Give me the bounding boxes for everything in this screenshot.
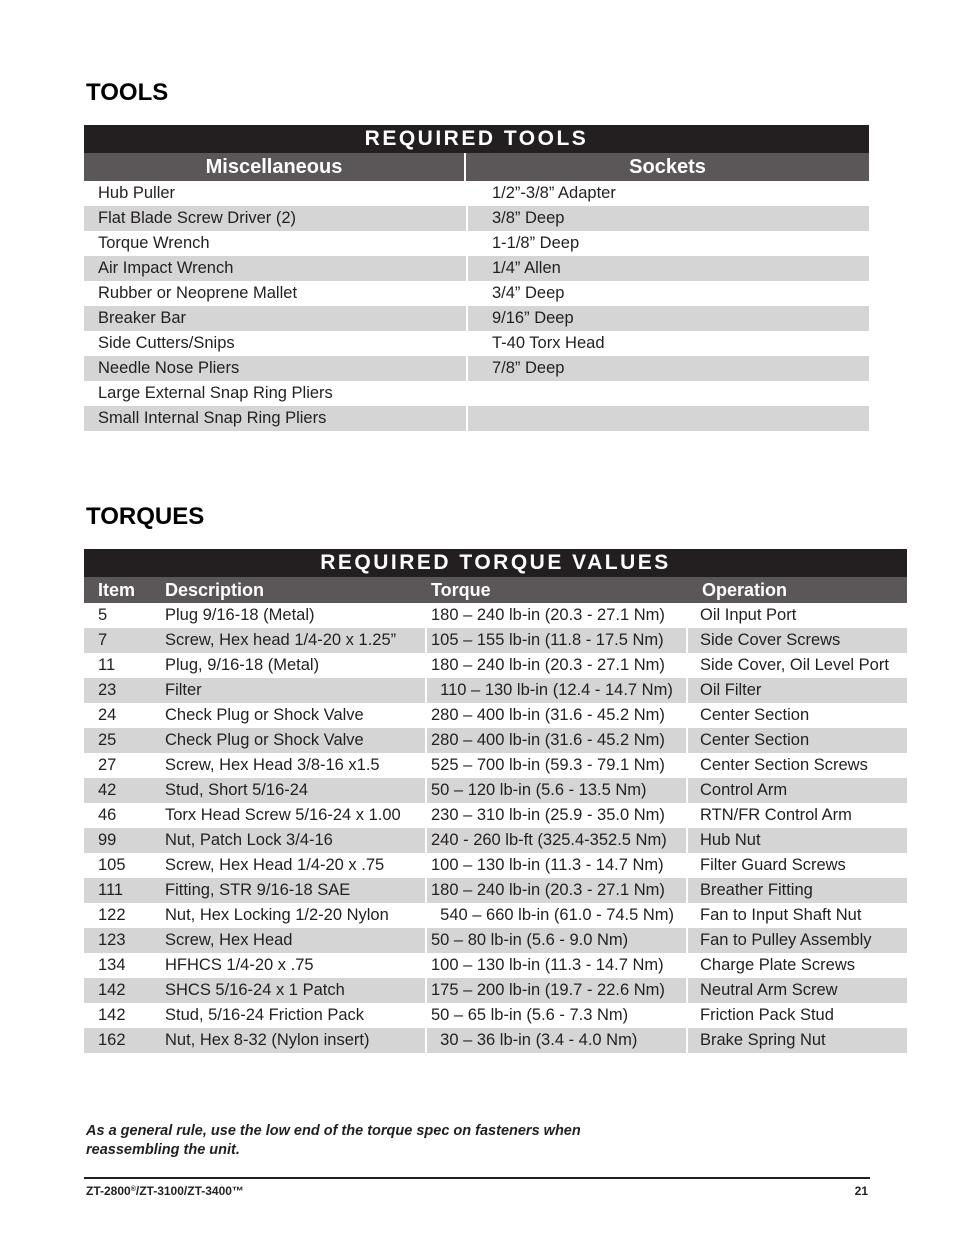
operation-cell: Neutral Arm Screw	[688, 978, 907, 1003]
registered-mark: ®	[130, 1186, 136, 1193]
torque-cell: 105 – 155 lb-in (11.8 - 17.5 Nm)	[425, 628, 688, 653]
operation-cell: Brake Spring Nut	[688, 1028, 907, 1053]
table-row	[84, 878, 907, 903]
torque-cell: 30 – 36 lb-in (3.4 - 4.0 Nm)	[425, 1028, 688, 1053]
sockets-column-header: Sockets	[629, 156, 706, 178]
item-cell: 142	[98, 1006, 126, 1024]
sockets-cell: 9/16” Deep	[468, 306, 869, 331]
item-cell: 122	[98, 906, 126, 924]
miscellaneous-cell: Breaker Bar	[84, 306, 468, 331]
sockets-cell: 1/4” Allen	[468, 256, 869, 281]
tools-body	[84, 181, 869, 431]
item-cell: 111	[84, 878, 165, 903]
item-cell: 46	[98, 806, 117, 824]
table-row	[84, 978, 907, 1003]
torque-cell: 525 – 700 lb-in (59.3 - 79.1 Nm)	[425, 753, 688, 778]
operation-cell: Hub Nut	[688, 828, 907, 853]
table-row	[84, 853, 907, 878]
table-row	[84, 828, 907, 853]
torque-cell: 100 – 130 lb-in (11.3 - 14.7 Nm)	[425, 853, 688, 878]
item-cell: 25	[84, 728, 165, 753]
item-cell: 123	[84, 928, 165, 953]
description-cell: Nut, Hex 8-32 (Nylon insert)	[165, 1028, 425, 1053]
torque-cell: 50 – 80 lb-in (5.6 - 9.0 Nm)	[425, 928, 688, 953]
operation-cell: Filter Guard Screws	[700, 856, 846, 874]
torque-header-row	[84, 577, 907, 603]
description-cell: HFHCS 1/4-20 x .75	[165, 956, 314, 974]
description-cell: Plug 9/16-18 (Metal)	[165, 606, 315, 624]
description-cell: Nut, Hex Locking 1/2-20 Nylon	[165, 906, 389, 924]
description-cell: Check Plug or Shock Valve	[165, 728, 425, 753]
operation-cell: RTN/FR Control Arm	[700, 806, 852, 824]
sockets-cell: 1-1/8” Deep	[492, 234, 580, 252]
table-row	[84, 803, 907, 828]
description-cell: Screw, Hex head 1/4-20 x 1.25”	[165, 628, 425, 653]
torque-cell: 540 – 660 lb-in (61.0 - 74.5 Nm)	[425, 903, 688, 928]
operation-cell: Oil Input Port	[700, 606, 797, 624]
miscellaneous-cell: Air Impact Wrench	[84, 256, 468, 281]
operation-cell: Fan to Pulley Assembly	[688, 928, 907, 953]
torque-cell: 50 – 120 lb-in (5.6 - 13.5 Nm)	[425, 778, 688, 803]
table-row	[84, 903, 907, 928]
general-rule-note	[86, 1122, 646, 1160]
description-cell: SHCS 5/16-24 x 1 Patch	[165, 978, 425, 1003]
table-row	[84, 678, 907, 703]
item-cell: 27	[98, 756, 117, 774]
item-cell: 134	[98, 956, 126, 974]
operation-cell: Center Section	[700, 706, 810, 724]
note-line-2: reassembling the unit.	[86, 1142, 240, 1158]
table-row	[84, 331, 869, 356]
description-cell: Filter	[165, 678, 425, 703]
item-cell: 105	[98, 856, 126, 874]
table-row	[84, 603, 907, 628]
required-torque-values-table	[84, 549, 907, 1053]
table-row	[84, 753, 907, 778]
operation-cell: Fan to Input Shaft Nut	[700, 906, 862, 924]
torque-cell: 180 – 240 lb-in (20.3 - 27.1 Nm)	[425, 603, 688, 628]
description-cell: Screw, Hex Head 1/4-20 x .75	[165, 856, 385, 874]
description-cell: Torx Head Screw 5/16-24 x 1.00	[165, 806, 401, 824]
item-cell: 162	[84, 1028, 165, 1053]
torque-cell: 230 – 310 lb-in (25.9 - 35.0 Nm)	[425, 803, 688, 828]
description-cell: Stud, Short 5/16-24	[165, 778, 425, 803]
description-column-header: Description	[165, 580, 265, 600]
description-cell: Nut, Patch Lock 3/4-16	[165, 828, 425, 853]
table-row	[84, 231, 869, 256]
miscellaneous-cell: Flat Blade Screw Driver (2)	[84, 206, 468, 231]
torque-column-header: Torque	[431, 580, 491, 600]
torque-cell: 280 – 400 lb-in (31.6 - 45.2 Nm)	[425, 728, 688, 753]
torques-heading: TORQUES	[86, 503, 205, 530]
table-row	[84, 953, 907, 978]
miscellaneous-cell: Hub Puller	[84, 181, 468, 206]
sockets-cell: 1/2”-3/8” Adapter	[492, 184, 616, 202]
required-tools-title: REQUIRED TOOLS	[84, 125, 869, 153]
operation-cell: Side Cover, Oil Level Port	[700, 656, 889, 674]
sockets-cell	[468, 381, 869, 406]
item-cell: 11	[98, 656, 116, 674]
item-cell: 5	[98, 606, 108, 624]
description-cell: Plug, 9/16-18 (Metal)	[165, 656, 320, 674]
sockets-cell: 3/8” Deep	[468, 206, 869, 231]
operation-column-header: Operation	[702, 580, 788, 600]
torque-cell: 180 – 240 lb-in (20.3 - 27.1 Nm)	[425, 878, 688, 903]
table-row	[84, 356, 869, 381]
tools-header-row	[84, 153, 869, 181]
table-row	[84, 778, 907, 803]
sockets-cell: 3/4” Deep	[492, 284, 565, 302]
tools-heading: TOOLS	[86, 79, 169, 106]
sockets-cell: 7/8” Deep	[468, 356, 869, 381]
table-row	[84, 406, 869, 431]
footer-model-numbers	[86, 1184, 244, 1198]
table-row	[84, 728, 907, 753]
description-cell: Check Plug or Shock Valve	[165, 706, 364, 724]
operation-cell: Charge Plate Screws	[700, 956, 855, 974]
table-row	[84, 181, 869, 206]
torque-cell: 175 – 200 lb-in (19.7 - 22.6 Nm)	[425, 978, 688, 1003]
description-cell: Screw, Hex Head	[165, 928, 425, 953]
description-cell: Stud, 5/16-24 Friction Pack	[165, 1006, 365, 1024]
torque-cell: 50 – 65 lb-in (5.6 - 7.3 Nm)	[425, 1003, 688, 1028]
note-line-1: As a general rule, use the low end of the torque spec on fasteners when	[86, 1123, 581, 1139]
torque-cell: 110 – 130 lb-in (12.4 - 14.7 Nm)	[425, 678, 688, 703]
item-cell: 42	[84, 778, 165, 803]
description-cell: Screw, Hex Head 3/8-16 x1.5	[165, 756, 380, 774]
item-cell: 24	[98, 706, 117, 724]
miscellaneous-cell: Torque Wrench	[84, 231, 468, 256]
table-row	[84, 703, 907, 728]
table-row	[84, 928, 907, 953]
item-cell: 142	[84, 978, 165, 1003]
table-row	[84, 381, 869, 406]
table-row	[84, 206, 869, 231]
sockets-cell	[468, 406, 869, 431]
description-cell: Fitting, STR 9/16-18 SAE	[165, 878, 425, 903]
item-cell: 99	[84, 828, 165, 853]
torque-cell: 100 – 130 lb-in (11.3 - 14.7 Nm)	[425, 953, 688, 978]
item-cell: 7	[84, 628, 165, 653]
operation-cell: Control Arm	[688, 778, 907, 803]
sockets-cell: T-40 Torx Head	[492, 334, 605, 352]
table-row	[84, 281, 869, 306]
operation-cell: Side Cover Screws	[688, 628, 907, 653]
miscellaneous-cell: Needle Nose Pliers	[84, 356, 468, 381]
table-row	[84, 256, 869, 281]
footer-divider	[84, 1177, 870, 1179]
table-row	[84, 628, 907, 653]
miscellaneous-cell: Side Cutters/Snips	[84, 331, 468, 356]
operation-cell: Center Section	[688, 728, 907, 753]
miscellaneous-cell: Small Internal Snap Ring Pliers	[84, 406, 468, 431]
table-row	[84, 1003, 907, 1028]
torque-cell: 280 – 400 lb-in (31.6 - 45.2 Nm)	[425, 703, 688, 728]
model-part-1: ZT-2800	[86, 1184, 131, 1198]
operation-cell: Center Section Screws	[700, 756, 868, 774]
table-row	[84, 1028, 907, 1053]
torque-cell: 240 - 260 lb-ft (325.4-352.5 Nm)	[425, 828, 688, 853]
model-part-2: /ZT-3100/ZT-3400™	[135, 1184, 244, 1198]
torque-cell: 180 – 240 lb-in (20.3 - 27.1 Nm)	[425, 653, 688, 678]
item-column-header: Item	[98, 580, 136, 600]
miscellaneous-cell: Rubber or Neoprene Mallet	[84, 281, 468, 306]
table-row	[84, 306, 869, 331]
operation-cell: Friction Pack Stud	[700, 1006, 834, 1024]
table-row	[84, 653, 907, 678]
operation-cell: Breather Fitting	[688, 878, 907, 903]
torque-body	[84, 603, 907, 1053]
item-cell: 23	[84, 678, 165, 703]
required-tools-table	[84, 125, 869, 431]
page-number: 21	[854, 1184, 868, 1198]
required-torque-values-title: REQUIRED TORQUE VALUES	[84, 549, 907, 577]
miscellaneous-cell: Large External Snap Ring Pliers	[84, 381, 468, 406]
miscellaneous-column-header: Miscellaneous	[84, 153, 466, 181]
operation-cell: Oil Filter	[688, 678, 907, 703]
